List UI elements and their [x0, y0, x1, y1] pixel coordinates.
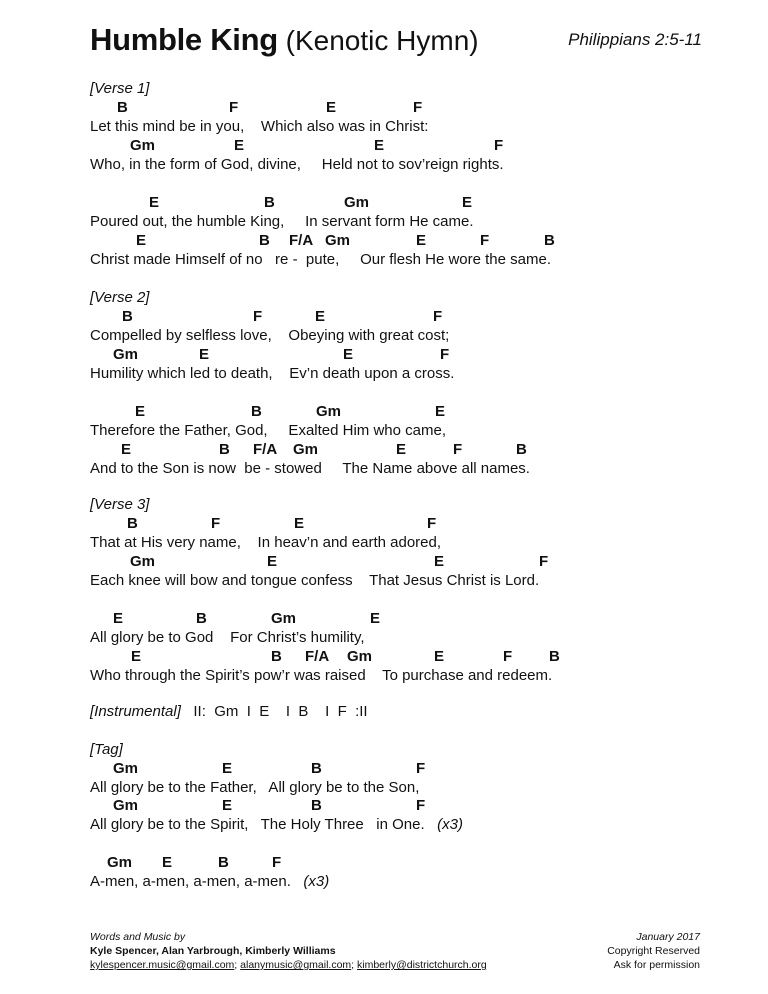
chord: F: [427, 515, 437, 532]
chord: Gm: [113, 760, 139, 777]
chord: Gm: [316, 403, 342, 420]
chord: Gm: [130, 553, 156, 570]
lyric-line: All glory be to God For Christ’s humility,: [90, 629, 365, 646]
section-label: [Verse 3]: [90, 496, 150, 513]
chord: F: [272, 854, 282, 871]
instrumental-line: [90, 703, 368, 720]
email-link-kyle[interactable]: kylespencer.music@gmail.com: [90, 959, 235, 971]
lyric-line: Humility which led to death, Ev’n death upon a cross.: [90, 365, 455, 382]
chord: B: [264, 194, 275, 211]
chord: E: [294, 515, 305, 532]
chord: E: [434, 553, 445, 570]
instrumental-chords: II: Gm I E I B I F :II: [180, 703, 368, 720]
permission-notice: Ask for permission: [613, 959, 700, 971]
credit-label: Words and Music by: [90, 931, 186, 943]
chord: E: [131, 648, 142, 665]
chord: E: [435, 403, 446, 420]
chord: E: [434, 648, 445, 665]
chord: Gm: [293, 441, 319, 458]
chord: F/A: [289, 232, 314, 249]
chord: E: [199, 346, 210, 363]
repeat-marker: (x3): [303, 873, 330, 890]
chord: F: [539, 553, 549, 570]
chord: B: [259, 232, 270, 249]
footer-credits: [90, 930, 487, 972]
chord: F: [433, 308, 443, 325]
lyric-line: [90, 816, 463, 833]
chord: E: [113, 610, 124, 627]
chord: E: [267, 553, 278, 570]
section-label: [Verse 2]: [90, 289, 150, 306]
lyric-line: Who through the Spirit’s pow’r was raised To purchase and redeem.: [90, 667, 553, 684]
chord: F: [494, 137, 504, 154]
email-link-alan[interactable]: alanymusic@gmail.com: [240, 959, 352, 971]
chord: F: [416, 797, 426, 814]
section-label: [Instrumental]: [90, 703, 181, 720]
date: January 2017: [636, 931, 700, 943]
email-separator: ;: [234, 959, 241, 971]
chord: Gm: [107, 854, 133, 871]
chord: E: [234, 137, 245, 154]
chord: E: [136, 232, 147, 249]
chord: Gm: [344, 194, 370, 211]
email-list: [90, 958, 487, 972]
lyric-line: That at His very name, In heav’n and earth adored,: [90, 534, 442, 551]
chord: B: [127, 515, 138, 532]
chord: B: [311, 797, 322, 814]
lyric-line: Christ made Himself of no re - pute, Our flesh He wore the same.: [90, 251, 552, 268]
chord: E: [370, 610, 381, 627]
chord: F: [453, 441, 463, 458]
email-link-kimberly[interactable]: kimberly@districtchurch.org: [357, 959, 487, 971]
chord: Gm: [113, 797, 139, 814]
chord: B: [516, 441, 527, 458]
chord: E: [222, 760, 233, 777]
chord: E: [315, 308, 326, 325]
chord: F: [211, 515, 221, 532]
chord: E: [462, 194, 473, 211]
chord: E: [416, 232, 427, 249]
chord: E: [343, 346, 354, 363]
lyric-line: Let this mind be in you, Which also was in Christ:: [90, 118, 429, 135]
chord: Gm: [271, 610, 297, 627]
chord: F: [503, 648, 513, 665]
chord: E: [121, 441, 132, 458]
chord: E: [162, 854, 173, 871]
chord: E: [326, 99, 337, 116]
chord: E: [396, 441, 407, 458]
lyric-text: A-men, a-men, a-men, a-men.: [90, 873, 304, 890]
chord: Gm: [130, 137, 156, 154]
chord: B: [218, 854, 229, 871]
lyric-line: Who, in the form of God, divine, Held not to sov’reign rights.: [90, 156, 504, 173]
chord: F: [480, 232, 490, 249]
chord: B: [122, 308, 133, 325]
chord: E: [374, 137, 385, 154]
chord: B: [117, 99, 128, 116]
lyric-line: And to the Son is now be - stowed The Name above all names.: [90, 460, 530, 477]
section-label: [Verse 1]: [90, 80, 150, 97]
lyric-line: Poured out, the humble King, In servant form He came.: [90, 213, 474, 230]
footer-rights: [607, 930, 700, 972]
chord: B: [219, 441, 230, 458]
lyric-line: [90, 873, 329, 890]
email-separator: ;: [351, 959, 358, 971]
chord: B: [549, 648, 560, 665]
chord: B: [251, 403, 262, 420]
chord: Gm: [113, 346, 139, 363]
song-subtitle: (Kenotic Hymn): [277, 25, 479, 56]
chord: F: [440, 346, 450, 363]
author-names: Kyle Spencer, Alan Yarbrough, Kimberly Williams: [90, 945, 336, 957]
chord: B: [311, 760, 322, 777]
chord: E: [222, 797, 233, 814]
lyric-text: All glory be to the Spirit, The Holy Three in One.: [90, 816, 438, 833]
song-title: Humble King: [90, 22, 278, 57]
chord: F: [416, 760, 426, 777]
chord: E: [135, 403, 146, 420]
chord: F: [229, 99, 239, 116]
scripture-reference: Philippians 2:5-11: [568, 30, 702, 49]
chord: F/A: [253, 441, 278, 458]
lyric-line: All glory be to the Father, All glory be to the Son,: [90, 779, 420, 796]
lyric-line: Compelled by selfless love, Obeying with great cost;: [90, 327, 450, 344]
lyric-line: Each knee will bow and tongue confess That Jesus Christ is Lord.: [90, 572, 540, 589]
chord: Gm: [347, 648, 373, 665]
chord: B: [271, 648, 282, 665]
lyric-line: Therefore the Father, God, Exalted Him who came,: [90, 422, 446, 439]
chord: E: [149, 194, 160, 211]
chord: B: [196, 610, 207, 627]
chord: Gm: [325, 232, 351, 249]
chord: F: [413, 99, 423, 116]
song-header: [90, 22, 710, 62]
chord: F: [253, 308, 263, 325]
section-label: [Tag]: [90, 741, 123, 758]
chord: B: [544, 232, 555, 249]
repeat-marker: (x3): [437, 816, 463, 833]
copyright-notice: Copyright Reserved: [607, 945, 700, 957]
chord: F/A: [305, 648, 330, 665]
